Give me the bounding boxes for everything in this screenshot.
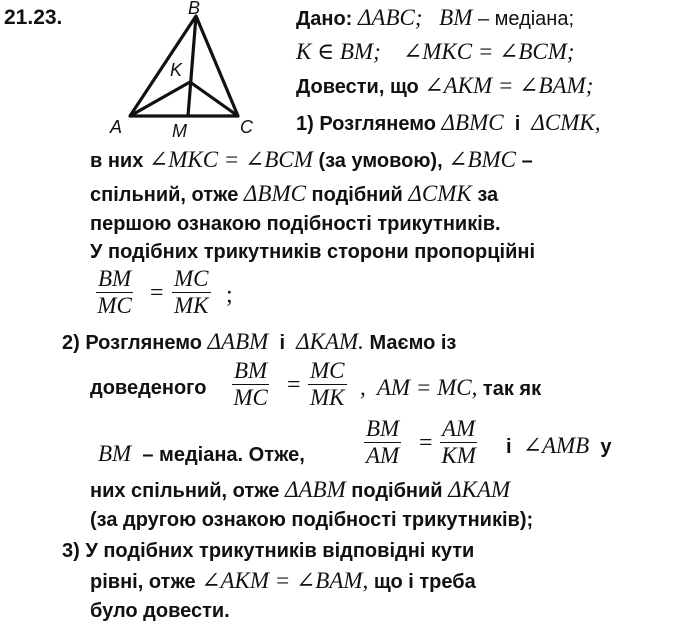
step1-by: за [477, 184, 499, 206]
step1-similar-left: ΔBMC [243, 181, 306, 206]
prove-word: що [389, 76, 419, 98]
step1-similar-word: подібний [311, 184, 403, 206]
prove-statement: ∠AKM = ∠BAM; [424, 73, 594, 98]
step1-common-text: спільний, отже [90, 184, 239, 206]
fraction-numerator: BM [366, 416, 400, 441]
step2-and: і [279, 332, 285, 354]
triangle-figure [100, 0, 260, 140]
step1-angle-equality: ∠MKC = ∠BCM [148, 147, 313, 172]
fraction-denominator: MC [233, 385, 268, 410]
step3-line-3: було довести. [90, 600, 230, 622]
fraction-numerator: AM [442, 416, 476, 441]
step1-fraction-mc-mk [172, 266, 211, 319]
step2-angle-amb: ∠AMB [522, 433, 590, 458]
step3-line-1: 3) У подібних трикутників відповідні кути [62, 540, 475, 562]
given-line-2 [296, 40, 575, 65]
step2-am-equals-mc: AM = MC, [376, 375, 478, 400]
step3-which: що і треба [373, 571, 476, 593]
fraction-numerator: MC [310, 358, 345, 383]
triangle-abc [130, 16, 238, 116]
prove-label: Довести, [296, 76, 385, 98]
equals-sign: = [419, 430, 433, 456]
step1-line-1 [296, 111, 601, 136]
given-angle-equality: ∠MKC = ∠BCM; [402, 39, 575, 64]
step3-conclusion: ∠AKM = ∠BAM, [201, 568, 369, 593]
fraction-denominator: MK [174, 293, 209, 318]
given-triangle: ΔABC; [357, 5, 423, 30]
given-label: Дано: [296, 8, 353, 30]
step1-by-condition: (за умовою), [318, 150, 443, 172]
step2-comma: , [360, 375, 366, 400]
given-median-name: BM [439, 5, 473, 30]
fraction-denominator: MK [310, 385, 345, 410]
point-label-m: M [172, 121, 187, 140]
step1-angle-bmc: ∠BMC [448, 147, 517, 172]
step2-line-1 [62, 330, 456, 355]
prove-line [296, 74, 593, 99]
step3-line-2 [90, 569, 476, 594]
step1-triangle-cmk: ΔCMK, [531, 110, 601, 135]
step2-we-have: Маємо із [369, 332, 457, 354]
step2-fraction-mc-mk [308, 358, 347, 411]
step1-similar-right: ΔCMK [408, 181, 472, 206]
fraction-denominator: MC [97, 293, 132, 318]
problem-number: 21.23. [4, 6, 63, 29]
step1-line-3 [90, 182, 498, 207]
fraction-numerator: BM [98, 266, 132, 291]
vertex-label-b: B [188, 0, 201, 18]
step2-fraction-bm-mc [232, 358, 269, 411]
step2-line-2-rest [360, 376, 541, 401]
step1-fraction-bm-mc [96, 266, 133, 319]
step2-line-5: (за другою ознакою подібності трикутників); [90, 509, 534, 531]
fraction-numerator: MC [174, 266, 209, 291]
given-median-text: – медіана; [477, 8, 575, 30]
equals-sign: = [287, 372, 301, 398]
vertex-label-c: C [240, 117, 253, 137]
step2-similar-right: ΔKAM [448, 477, 511, 502]
step1-line-4: першою ознакою подібності трикутників. [90, 213, 501, 235]
step2-triangle-kam: ΔKAM. [296, 329, 364, 354]
step2-similar-left: ΔABM [284, 477, 346, 502]
step2-common-text: них спільний, отже [90, 480, 280, 502]
step3-equal-therefore: рівні, отже [90, 571, 196, 593]
median-bm [188, 16, 196, 116]
step1-intro: 1) Розглянемо [296, 113, 436, 135]
semicolon: ; [226, 282, 233, 308]
fraction-denominator: KM [441, 443, 476, 468]
step2-intro: 2) Розглянемо [62, 332, 202, 354]
step2-bm: BM [98, 441, 132, 466]
step2-and-2: і [506, 436, 512, 458]
given-line-1 [296, 6, 574, 31]
segment-ak [130, 82, 190, 116]
step2-fraction-am-km [440, 416, 477, 469]
fraction-numerator: BM [234, 358, 268, 383]
step2-line-3-right [506, 434, 611, 459]
step2-proven-text: доведеного [90, 377, 207, 399]
step2-since: так як [482, 378, 542, 400]
step1-line-2 [90, 148, 533, 173]
given-point-k: K ∈ BM; [296, 39, 381, 64]
step2-median-therefore: – медіана. Отже, [142, 444, 305, 466]
fraction-denominator: AM [366, 443, 400, 468]
step1-line-5: У подібних трикутників сторони пропорційні [90, 241, 536, 263]
step2-line-4 [90, 478, 510, 503]
step2-triangle-abm: ΔABM [207, 329, 269, 354]
step2-line-3-left [98, 442, 305, 467]
vertex-label-a: A [110, 117, 123, 137]
step1-and: і [514, 113, 521, 135]
point-label-k: K [170, 60, 183, 80]
step2-in: у [600, 436, 612, 458]
equals-sign: = [150, 280, 164, 306]
step1-in-them: в них [90, 150, 144, 172]
step1-dash: – [521, 150, 533, 172]
step2-fraction-bm-am [364, 416, 401, 469]
step2-similar-word: подібний [351, 480, 443, 502]
step1-triangle-bmc: ΔBMC [441, 110, 504, 135]
